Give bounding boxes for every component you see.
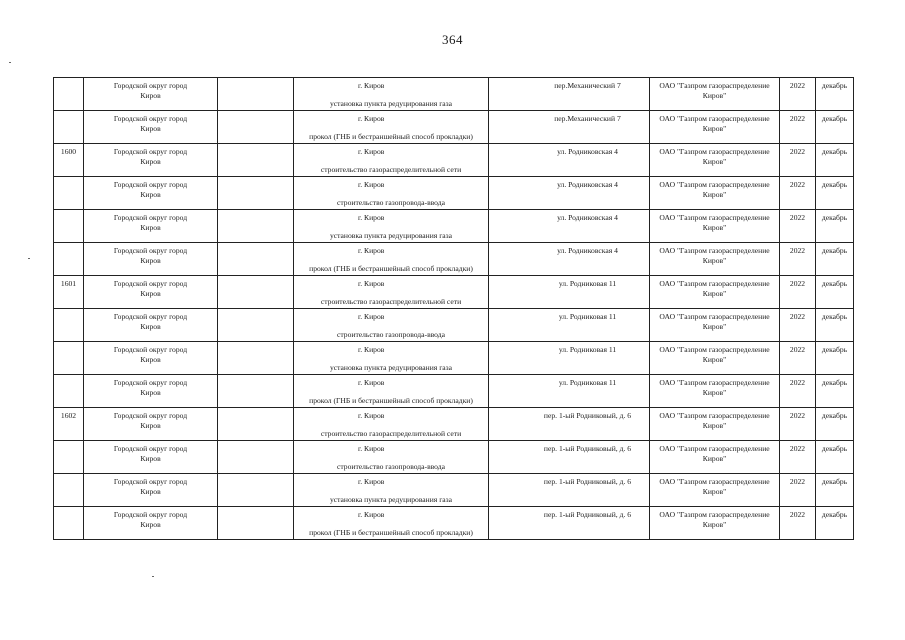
year: 2022 — [789, 147, 806, 156]
city-cell: г. Киров — [218, 144, 294, 177]
address: ул. Родниковская 4 — [557, 213, 618, 222]
work-type: установка пункта редуцирования газа — [329, 231, 453, 240]
year-cell — [780, 309, 816, 342]
work-type-cell — [294, 309, 489, 342]
table-row — [54, 78, 854, 111]
year: 2022 — [789, 411, 806, 420]
row-number: 1600 — [60, 147, 77, 156]
district-cell — [84, 210, 218, 243]
work-type: строительство газопровода-ввода — [337, 198, 445, 207]
work-type-cell — [294, 210, 489, 243]
work-type: прокол (ГНБ и бестраншейный способ прокладки) — [309, 528, 473, 537]
address-cell — [489, 111, 650, 144]
row-number-cell — [54, 309, 84, 342]
work-type: прокол (ГНБ и бестраншейный способ прокладки) — [309, 264, 473, 273]
organization-cell — [650, 78, 780, 111]
work-type-cell — [294, 243, 489, 276]
organization-line: Киров" — [702, 421, 727, 430]
month-cell — [816, 474, 854, 507]
year-cell — [780, 243, 816, 276]
year-cell — [780, 342, 816, 375]
month-cell — [816, 78, 854, 111]
month: декабрь — [821, 180, 848, 189]
work-type-cell — [294, 177, 489, 210]
work-type: прокол (ГНБ и бестраншейный способ прокладки) — [309, 396, 473, 405]
organization-line: Киров" — [702, 91, 727, 100]
district-cell — [84, 111, 218, 144]
district-line: Городской округ город — [113, 411, 188, 420]
organization-line: Киров" — [702, 223, 727, 232]
year: 2022 — [789, 312, 806, 321]
work-type-cell — [294, 111, 489, 144]
organization-line: Киров" — [702, 289, 727, 298]
row-number-cell — [54, 408, 84, 441]
city-cell: г. Киров — [218, 210, 294, 243]
organization-line: ОАО "Газпром газораспределение — [659, 279, 770, 288]
organization-cell — [650, 507, 780, 540]
page-number: 364 — [442, 32, 463, 47]
year: 2022 — [789, 81, 806, 90]
district-cell — [84, 342, 218, 375]
organization-cell — [650, 474, 780, 507]
month: декабрь — [821, 81, 848, 90]
city-cell: г. Киров — [218, 342, 294, 375]
table-body — [54, 78, 854, 540]
address-cell — [489, 342, 650, 375]
organization-cell — [650, 408, 780, 441]
year-cell — [780, 111, 816, 144]
row-number-cell — [54, 78, 84, 111]
address-cell — [489, 78, 650, 111]
month-cell — [816, 441, 854, 474]
year-cell — [780, 441, 816, 474]
table-row — [54, 144, 854, 177]
work-type: установка пункта редуцирования газа — [329, 99, 453, 108]
city-cell: г. Киров — [218, 111, 294, 144]
month-cell — [816, 342, 854, 375]
table-row — [54, 408, 854, 441]
organization-cell — [650, 342, 780, 375]
year: 2022 — [789, 510, 806, 519]
organization-line: ОАО "Газпром газораспределение — [659, 510, 770, 519]
organization-cell — [650, 309, 780, 342]
year-cell — [780, 177, 816, 210]
address-cell — [489, 507, 650, 540]
district-line: Городской округ город — [113, 147, 188, 156]
month: декабрь — [821, 114, 848, 123]
work-type: строительство газопровода-ввода — [337, 462, 445, 471]
scan-speck — [152, 576, 154, 577]
district-line: Городской округ город — [113, 114, 188, 123]
month: декабрь — [821, 147, 848, 156]
address-cell — [489, 210, 650, 243]
district-line: Городской округ город — [113, 312, 188, 321]
month: декабрь — [821, 312, 848, 321]
address: ул. Родниковая 11 — [558, 279, 617, 288]
work-type-cell — [294, 276, 489, 309]
work-type-cell — [294, 408, 489, 441]
district-cell — [84, 144, 218, 177]
year: 2022 — [789, 279, 806, 288]
month-cell — [816, 177, 854, 210]
year: 2022 — [789, 114, 806, 123]
year-cell — [780, 474, 816, 507]
district-line: Киров — [140, 322, 161, 331]
district-cell — [84, 78, 218, 111]
row-number-cell — [54, 210, 84, 243]
district-cell — [84, 309, 218, 342]
district-line: Городской округ город — [113, 213, 188, 222]
table-row — [54, 441, 854, 474]
district-line: Городской округ город — [113, 246, 188, 255]
month-cell — [816, 210, 854, 243]
address-cell — [489, 144, 650, 177]
year-cell — [780, 408, 816, 441]
district-cell — [84, 243, 218, 276]
organization-line: Киров" — [702, 520, 727, 529]
row-number-cell — [54, 177, 84, 210]
address-cell — [489, 309, 650, 342]
city-cell: г. Киров — [218, 243, 294, 276]
district-line: Киров — [140, 223, 161, 232]
district-line: Городской округ город — [113, 279, 188, 288]
work-type: строительство газопровода-ввода — [337, 330, 445, 339]
city-cell: г. Киров — [218, 507, 294, 540]
work-type: установка пункта редуцирования газа — [329, 363, 453, 372]
work-type-cell — [294, 375, 489, 408]
work-type: строительство газораспределительной сети — [320, 297, 462, 306]
district-line: Городской округ город — [113, 345, 188, 354]
address: пер.Механический 7 — [554, 81, 621, 90]
organization-line: Киров" — [702, 322, 727, 331]
year: 2022 — [789, 213, 806, 222]
organization-cell — [650, 177, 780, 210]
district-line: Киров — [140, 421, 161, 430]
address-cell — [489, 441, 650, 474]
row-number-cell — [54, 375, 84, 408]
row-number-cell — [54, 276, 84, 309]
work-type: строительство газораспределительной сети — [320, 429, 462, 438]
address: ул. Родниковая 11 — [558, 378, 617, 387]
district-line: Городской округ город — [113, 180, 188, 189]
table-row — [54, 474, 854, 507]
address: пер. 1-ый Родниковый, д. 6 — [543, 444, 632, 453]
row-number: 1601 — [60, 279, 77, 288]
scan-speck — [9, 62, 11, 63]
district-cell — [84, 276, 218, 309]
year: 2022 — [789, 378, 806, 387]
district-line: Киров — [140, 91, 161, 100]
year-cell — [780, 276, 816, 309]
table-row — [54, 210, 854, 243]
address-cell — [489, 177, 650, 210]
organization-line: ОАО "Газпром газораспределение — [659, 312, 770, 321]
row-number-cell — [54, 111, 84, 144]
district-line: Городской округ город — [113, 378, 188, 387]
table-row — [54, 111, 854, 144]
month: декабрь — [821, 411, 848, 420]
city-cell: г. Киров — [218, 441, 294, 474]
district-line: Городской округ город — [113, 81, 188, 90]
district-line: Киров — [140, 124, 161, 133]
district-line: Киров — [140, 520, 161, 529]
work-type-cell — [294, 441, 489, 474]
month: декабрь — [821, 345, 848, 354]
organization-line: Киров" — [702, 256, 727, 265]
district-cell — [84, 408, 218, 441]
organization-cell — [650, 111, 780, 144]
organization-line: Киров" — [702, 355, 727, 364]
month: декабрь — [821, 279, 848, 288]
row-number: 1602 — [60, 411, 77, 420]
table-row — [54, 243, 854, 276]
city-cell: г. Киров — [218, 375, 294, 408]
organization-line: ОАО "Газпром газораспределение — [659, 246, 770, 255]
month-cell — [816, 276, 854, 309]
month-cell — [816, 507, 854, 540]
district-line: Городской округ город — [113, 510, 188, 519]
year: 2022 — [789, 345, 806, 354]
month-cell — [816, 309, 854, 342]
address-cell — [489, 276, 650, 309]
organization-cell — [650, 375, 780, 408]
organization-line: ОАО "Газпром газораспределение — [659, 477, 770, 486]
table-row — [54, 276, 854, 309]
table-row — [54, 342, 854, 375]
row-number-cell — [54, 507, 84, 540]
city-cell: г. Киров — [218, 177, 294, 210]
year: 2022 — [789, 246, 806, 255]
address: ул. Родниковская 4 — [557, 180, 618, 189]
year: 2022 — [789, 477, 806, 486]
month: декабрь — [821, 246, 848, 255]
district-line: Киров — [140, 157, 161, 166]
district-line: Киров — [140, 190, 161, 199]
work-type-cell — [294, 342, 489, 375]
month-cell — [816, 111, 854, 144]
city-cell: г. Киров — [218, 276, 294, 309]
row-number-cell — [54, 474, 84, 507]
district-line: Городской округ город — [113, 477, 188, 486]
district-line: Киров — [140, 454, 161, 463]
address: ул. Родниковская 4 — [557, 246, 618, 255]
month-cell — [816, 408, 854, 441]
organization-line: ОАО "Газпром газораспределение — [659, 180, 770, 189]
work-type-cell — [294, 507, 489, 540]
year-cell — [780, 144, 816, 177]
year-cell — [780, 78, 816, 111]
work-type: прокол (ГНБ и бестраншейный способ прокладки) — [309, 132, 473, 141]
year: 2022 — [789, 180, 806, 189]
month-cell — [816, 375, 854, 408]
city-cell: г. Киров — [218, 474, 294, 507]
organization-line: Киров" — [702, 157, 727, 166]
year-cell — [780, 507, 816, 540]
district-cell — [84, 177, 218, 210]
organization-line: ОАО "Газпром газораспределение — [659, 345, 770, 354]
row-number-cell — [54, 243, 84, 276]
district-cell — [84, 507, 218, 540]
table-row — [54, 309, 854, 342]
organization-cell — [650, 441, 780, 474]
city-cell: г. Киров — [218, 309, 294, 342]
work-type-cell — [294, 78, 489, 111]
organization-cell — [650, 144, 780, 177]
organization-line: Киров" — [702, 388, 727, 397]
district-line: Киров — [140, 289, 161, 298]
city-cell: г. Киров — [218, 78, 294, 111]
district-line: Киров — [140, 487, 161, 496]
address: ул. Родниковая 11 — [558, 345, 617, 354]
address-cell — [489, 408, 650, 441]
district-line: Киров — [140, 388, 161, 397]
address: ул. Родниковая 11 — [558, 312, 617, 321]
table-row — [54, 375, 854, 408]
address-cell — [489, 474, 650, 507]
row-number-cell — [54, 342, 84, 375]
month: декабрь — [821, 477, 848, 486]
address: пер. 1-ый Родниковый, д. 6 — [543, 411, 632, 420]
address: пер.Механический 7 — [554, 114, 621, 123]
organization-line: Киров" — [702, 124, 727, 133]
organization-line: ОАО "Газпром газораспределение — [659, 114, 770, 123]
district-line: Киров — [140, 256, 161, 265]
work-type: установка пункта редуцирования газа — [329, 495, 453, 504]
address-cell — [489, 243, 650, 276]
table-row — [54, 177, 854, 210]
month: декабрь — [821, 444, 848, 453]
row-number-cell — [54, 441, 84, 474]
works-table — [53, 77, 854, 540]
organization-line: Киров" — [702, 190, 727, 199]
district-cell — [84, 441, 218, 474]
address: пер. 1-ый Родниковый, д. 6 — [543, 477, 632, 486]
year-cell — [780, 375, 816, 408]
work-type: строительство газораспределительной сети — [320, 165, 462, 174]
month: декабрь — [821, 213, 848, 222]
year-cell — [780, 210, 816, 243]
city-cell: г. Киров — [218, 408, 294, 441]
organization-line: Киров" — [702, 454, 727, 463]
organization-cell — [650, 243, 780, 276]
district-cell — [84, 474, 218, 507]
month: декабрь — [821, 378, 848, 387]
district-line: Киров — [140, 355, 161, 364]
organization-cell — [650, 210, 780, 243]
organization-cell — [650, 276, 780, 309]
month-cell — [816, 144, 854, 177]
organization-line: ОАО "Газпром газораспределение — [659, 147, 770, 156]
address: пер. 1-ый Родниковый, д. 6 — [543, 510, 632, 519]
work-type-cell — [294, 144, 489, 177]
address-cell — [489, 375, 650, 408]
organization-line: ОАО "Газпром газораспределение — [659, 444, 770, 453]
table-row — [54, 507, 854, 540]
organization-line: ОАО "Газпром газораспределение — [659, 81, 770, 90]
organization-line: ОАО "Газпром газораспределение — [659, 378, 770, 387]
address: ул. Родниковская 4 — [557, 147, 618, 156]
year: 2022 — [789, 444, 806, 453]
scan-speck — [28, 258, 30, 259]
district-cell — [84, 375, 218, 408]
work-type-cell — [294, 474, 489, 507]
organization-line: ОАО "Газпром газораспределение — [659, 411, 770, 420]
month-cell — [816, 243, 854, 276]
district-line: Городской округ город — [113, 444, 188, 453]
organization-line: Киров" — [702, 487, 727, 496]
row-number-cell — [54, 144, 84, 177]
organization-line: ОАО "Газпром газораспределение — [659, 213, 770, 222]
month: декабрь — [821, 510, 848, 519]
